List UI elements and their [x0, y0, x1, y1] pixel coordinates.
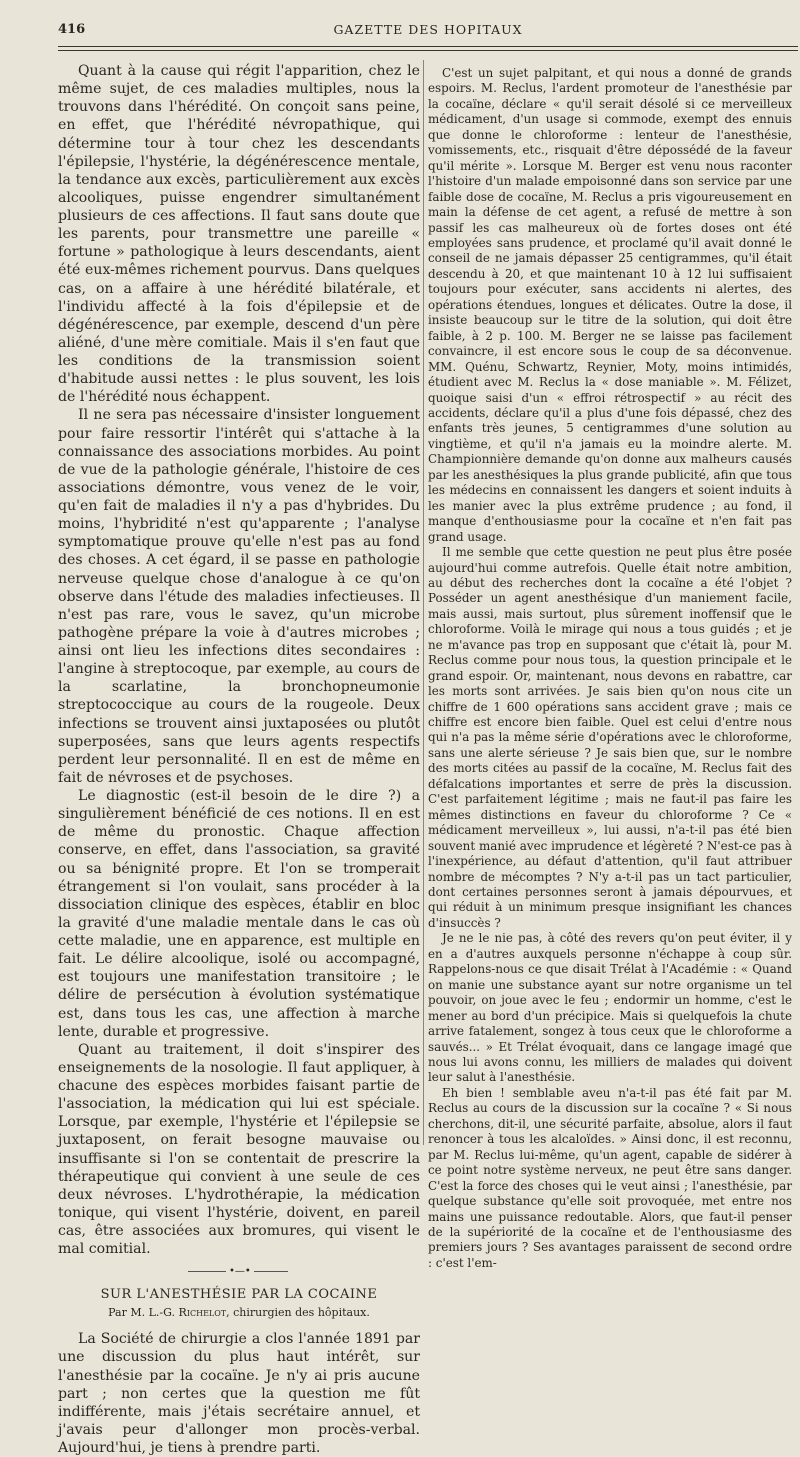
page-number: 416 [58, 22, 86, 37]
running-title: GAZETTE DES HOPITAUX [333, 22, 523, 37]
column-divider [423, 60, 424, 1145]
page-header [58, 22, 798, 40]
paragraph: La Société de chirurgie a clos l'année 1891 par une discussion du plus haut intérêt, sur l'anesthésie par la cocaïne. Je n'y ai pris aucune part ; non certes que la question me fût indifférente, mais j'étais secrétaire annuel, et j'avais peur d'allonger mon procès-verbal. Aujourd'hui, je tiens à prendre parti. [58, 1331, 420, 1456]
header-rule [58, 46, 798, 47]
paragraph: Il me semble que cette question ne peut plus être posée aujourd'hui comme autrefois. Quelle était notre ambition, au début des recherches dont la cocaïne a été l'objet ? Posséder un agent anesthésique d'un maniement facile, mais aussi, mais surtout, plus sûrement inoffensif que le chloroforme. Voilà le mirage qui nous a tous guidés ; et je ne m'avance pas trop en supposant que c'était là, pour M. Reclus comme pour nous tous, la question principale et le grand espoir. Or, maintenant, nous devons en rabattre, car les morts sont arrivées. Je sais bien qu'on nous cite un chiffre de 1 600 opérations sans accident grave ; mais ce chiffre est encore bien faible. Quel est celui d'entre nous qui n'a pas la même série d'opérations avec le chloroforme, sans une alerte sérieuse ? Je sais bien que, sur le nombre des morts citées au passif de la cocaïne, M. Reclus fait des défalcations importantes et serre de près la discussion. C'est parfaitement légitime ; mais ne faut-il pas faire les mêmes distinctions en faveur du chloroforme ? Ce « médicament merveilleux », lui aussi, n'a-t-il pas été bien souvent manié avec imprudence et légèreté ? N'est-ce pas à l'inexpérience, au défaut d'attention, qu'il faut attribuer nombre de mécomptes ? N'y a-t-il pas un tact particulier, dont certaines personnes seront à jamais dépourvues, et qui réduit à un minimum presque insignifiant les chances d'insuccès ? [428, 545, 792, 930]
article-title: SUR L'ANESTHÉSIE PAR LA COCAINE [100, 1287, 378, 1303]
byline-suffix: , chirurgien des hôpitaux. [226, 1306, 370, 1320]
byline-author: Richelot [178, 1306, 227, 1320]
article-byline [58, 1306, 420, 1320]
header-rule-thin [58, 50, 798, 51]
paragraph: Je ne le nie pas, à côté des revers qu'on peut éviter, il y en a d'autres auxquels personne n'échappe à coup sûr. Rappelons-nous ce que disait Trélat à l'Académie : « Quand on manie une substance ayant sur notre organisme un tel pouvoir, on joue avec le feu ; endormir un homme, c'est le mener au bord d'un précipice. Mais si quelquefois la chute arrive fatalement, songez à tous ceux que le chloroforme a sauvés... » Et Trélat évoquait, dans ce langage imagé que nous lui avons connu, les milliers de malades qui doivent leur salut à l'anesthésie. [428, 931, 792, 1085]
paragraph: C'est un sujet palpitant, et qui nous a donné de grands espoirs. M. Reclus, l'ardent promoteur de l'anesthésie par la cocaïne, déclare « qu'il serait désolé si ce merveilleux médicament, d'un usage si commode, exempt des ennuis que donne le chloroforme : lenteur de l'anesthésie, vomissements, etc., risquait d'être dépossédé de la faveur qu'il mérite ». Lorsque M. Berger est venu nous raconter l'histoire d'un malade empoisonné dans son service par une faible dose de cocaïne, M. Reclus a pris vigoureusement en main la défense de cet agent, a refusé de mettre à son passif les cas malheureux où de fortes doses ont été employées sans prudence, et proclamé qu'il avait donné le conseil de ne jamais dépasser 25 centigrammes, qu'il était descendu à 20, et que maintenant 10 à 12 lui suffisaient toujours pour exécuter, sans accidents ni alertes, des opérations étendues, longues et délicates. Outre la dose, il insiste beaucoup sur le titre de la solution, qui doit être faible, à 2 p. 100. M. Berger ne se laisse pas facilement convaincre, il est encore sous le coup de sa déconvenue. MM. Quénu, Schwartz, Reynier, Moty, moins intimidés, étudient avec M. Reclus la « dose maniable ». M. Félizet, quoique saisi d'un « effroi rétrospectif » au récit des accidents, déclare qu'il a plus d'une fois dépassé, chez des enfants très jeunes, 5 centigrammes d'une solution au vingtième, et qu'il n'a jamais eu la moindre alerte. M. Championnière demande qu'on donne aux malheurs causés par les anesthésiques la plus grande publicité, afin que tous les médecins en connaissent les dangers et soient induits à les manier avec la plus extrême prudence ; au fond, il manque d'enthousiasme pour la cocaïne et n'en fait pas grand usage. [428, 66, 792, 544]
section-separator [58, 1258, 420, 1286]
left-column [58, 62, 420, 1457]
paragraph: Quant au traitement, il doit s'inspirer des enseignements de la nosologie. Il faut appliquer, à chacune des espèces morbides faisant partie de l'association, la médication qui lui est spéciale. Lorsque, par exemple, l'hystérie et l'épilepsie se juxtaposent, on ferait besogne mauvaise ou insuffisante si l'on se contentait de prescrire la thérapeutique qui convient à une seule de ces deux névroses. L'hydrothérapie, la médication tonique, qui visent l'hystérie, doivent, en pareil cas, être associées aux bromures, qui visent le mal comitial. [58, 1041, 420, 1258]
paragraph: Le diagnostic (est-il besoin de le dire ?) a singulièrement bénéficié de ces notions. Il en est de même du pronostic. Chaque affection conserve, en effet, dans l'association, sa gravité ou sa bénignité propre. Et l'on se tromperait étrangement si l'on voulait, sans procéder à la dissociation clinique des espèces, établir en bloc la gravité d'une maladie mentale dans le cas où cette maladie, une en apparence, est multiple en fait. Le délire alcoolique, isolé ou accompagné, est toujours une manifestation transitoire ; le délire de persécution à évolution systématique est, dans tous les cas, une affection à marche lente, durable et progressive. [58, 788, 420, 1040]
right-column [428, 66, 792, 1271]
paragraph: Eh bien ! semblable aveu n'a-t-il pas été fait par M. Reclus au cours de la discussion sur la cocaïne ? « Si nous cherchons, dit-il, une sécurité parfaite, absolue, alors il faut renoncer à tous les alcaloïdes. » Ainsi donc, il est reconnu, par M. Reclus lui-même, qu'un agent, capable de sidérer à ce point notre système nerveux, ne peut être sans danger. C'est la force des choses qui le veut ainsi ; l'anesthésie, par quelque substance qu'elle soit provoquée, met entre nos mains une puissance redoutable. Alors, que faut-il penser de la supériorité de la cocaïne et de l'enthousiasme des premiers jours ? Ses avantages paraissent de second ordre : c'est l'em- [428, 1085, 792, 1270]
byline-prefix: Par M. L.-G. [108, 1306, 179, 1320]
paragraph: Quant à la cause qui régit l'apparition, chez le même sujet, de ces maladies multiples, nous la trouvons dans l'hérédité. On conçoit sans peine, en effet, que l'hérédité névropathique, qui détermine tour à tour chez les descendants l'épilepsie, l'hystérie, la dégénérescence mentale, la tendance aux excès, particulièrement aux excès alcooliques, puisse engendrer simultanément plusieurs de ces affections. Il faut sans doute que les parents, pour transmettre une pareille « fortune » pathologique à leurs descendants, aient été eux-mêmes richement pourvus. Dans quelques cas, on a affaire à une hérédité bilatérale, et l'individu affecté à la fois d'épilepsie et de dégénérescence, par exemple, descend d'un père aliéné, d'une mère comitiale. Mais il s'en faut que les conditions de la transmission soient d'habitude aussi nettes : le plus souvent, les lois de l'hérédité nous échappent. [58, 63, 420, 406]
paragraph: Il ne sera pas nécessaire d'insister longuement pour faire ressortir l'intérêt qui s'attache à la connaissance des associations morbides. Au point de vue de la pathologie générale, l'histoire de ces associations démontre, vous venez de le voir, qu'en fait de maladies il n'y a pas d'hybrides. Du moins, l'hybridité n'est qu'apparente ; l'analyse symptomatique prouve qu'elle n'est pas au fond des choses. A cet égard, il se passe en pathologie nerveuse quelque chose d'analogue à ce qu'on observe dans l'étude des maladies infectieuses. Il n'est pas rare, vous le savez, qu'un microbe pathogène prépare la voie à d'autres microbes ; ainsi ont lieu les infections dites secondaires : l'angine à streptocoque, par exemple, au cours de la scarlatine, la bronchopneumonie streptococcique au cours de la rougeole. Deux infections se trouvent ainsi juxtaposées ou plutôt superposées, sans que leurs agents respectifs perdent leur personnalité. Il en est de même en fait de névroses et de psychoses. [58, 407, 420, 786]
separator-ornament [188, 1271, 288, 1272]
